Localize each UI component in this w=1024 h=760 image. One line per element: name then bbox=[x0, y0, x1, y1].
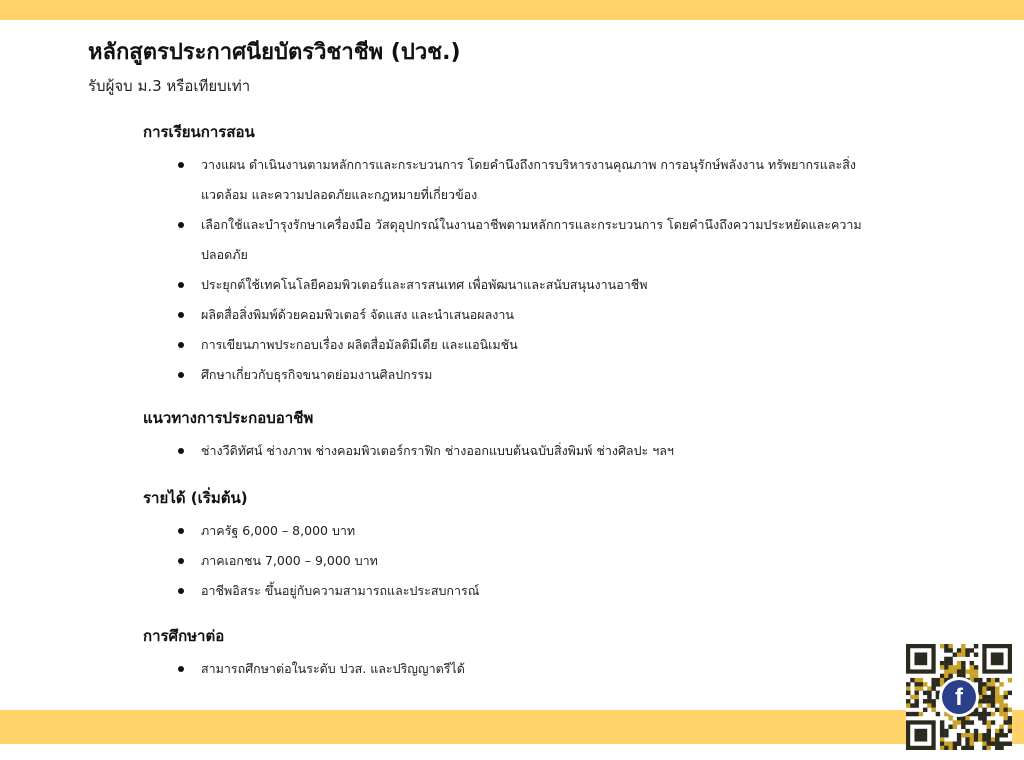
list-item bbox=[143, 210, 863, 270]
bullet-icon bbox=[178, 162, 184, 168]
qr-module bbox=[957, 665, 961, 669]
qr-module bbox=[974, 652, 978, 656]
qr-module bbox=[987, 729, 991, 733]
qr-module bbox=[991, 742, 995, 746]
qr-module bbox=[914, 686, 918, 690]
qr-module bbox=[914, 682, 918, 686]
qr-module bbox=[910, 712, 914, 716]
qr-module bbox=[965, 737, 969, 741]
list-item-text: ภาครัฐ 6,000 – 8,000 บาท bbox=[201, 523, 356, 538]
qr-module bbox=[914, 712, 918, 716]
qr-module bbox=[987, 725, 991, 729]
qr-module bbox=[970, 674, 974, 678]
list-item bbox=[143, 516, 863, 546]
qr-module bbox=[1008, 742, 1012, 746]
qr-module bbox=[987, 682, 991, 686]
qr-module bbox=[914, 695, 918, 699]
qr-module bbox=[999, 699, 1003, 703]
qr-module bbox=[991, 682, 995, 686]
qr-module bbox=[906, 686, 910, 690]
qr-module bbox=[982, 742, 986, 746]
qr-module bbox=[957, 742, 961, 746]
qr-module bbox=[999, 682, 1003, 686]
qr-module bbox=[982, 716, 986, 720]
qr-module bbox=[991, 737, 995, 741]
qr-module bbox=[970, 661, 974, 665]
qr-module bbox=[995, 686, 999, 690]
qr-module bbox=[931, 682, 935, 686]
qr-module bbox=[936, 691, 940, 695]
qr-module bbox=[944, 665, 948, 669]
bullet-icon bbox=[178, 588, 184, 594]
qr-module bbox=[948, 644, 952, 648]
qr-module bbox=[978, 733, 982, 737]
qr-module bbox=[961, 652, 965, 656]
qr-module bbox=[927, 703, 931, 707]
qr-module bbox=[1004, 733, 1008, 737]
qr-module bbox=[978, 737, 982, 741]
qr-module bbox=[999, 742, 1003, 746]
qr-module bbox=[970, 720, 974, 724]
qr-module bbox=[919, 712, 923, 716]
bullet-icon bbox=[178, 558, 184, 564]
qr-module bbox=[957, 661, 961, 665]
qr-module bbox=[991, 720, 995, 724]
page-subtitle: รับผู้จบ ม.3 หรือเทียบเท่า bbox=[88, 77, 251, 95]
qr-module bbox=[944, 674, 948, 678]
qr-module bbox=[957, 716, 961, 720]
qr-module bbox=[974, 708, 978, 712]
qr-module bbox=[923, 691, 927, 695]
qr-module bbox=[999, 708, 1003, 712]
qr-module bbox=[944, 733, 948, 737]
qr-module bbox=[995, 729, 999, 733]
qr-module bbox=[953, 652, 957, 656]
qr-module bbox=[914, 729, 927, 742]
qr-module bbox=[914, 678, 918, 682]
qr-module bbox=[982, 746, 986, 750]
qr-module bbox=[987, 733, 991, 737]
qr-module bbox=[987, 737, 991, 741]
list-item-text: การเขียนภาพประกอบเรื่อง ผลิตสื่อมัลติมีเดีย และแอนิเมชัน bbox=[201, 337, 518, 352]
qr-module bbox=[1004, 742, 1008, 746]
qr-module bbox=[965, 729, 969, 733]
qr-module bbox=[987, 695, 991, 699]
qr-module bbox=[995, 742, 999, 746]
list-item-text: เลือกใช้และบำรุงรักษาเครื่องมือ วัสดุอุปกรณ์ในงานอาชีพตามหลักการและกระบวนการ โดยคำนึงถึงความประหยัดและความปลอดภัย bbox=[201, 217, 862, 262]
qr-module bbox=[961, 733, 965, 737]
qr-module bbox=[974, 712, 978, 716]
facebook-icon: f bbox=[942, 680, 976, 714]
list-item bbox=[143, 654, 863, 684]
qr-module bbox=[970, 742, 974, 746]
qr-module bbox=[965, 746, 969, 750]
qr-module bbox=[953, 669, 957, 673]
qr-module bbox=[995, 737, 999, 741]
qr-module bbox=[982, 712, 986, 716]
qr-module bbox=[923, 708, 927, 712]
qr-module bbox=[1008, 691, 1012, 695]
qr-module bbox=[1004, 708, 1008, 712]
qr-module bbox=[978, 699, 982, 703]
qr-module bbox=[936, 682, 940, 686]
qr-module bbox=[957, 669, 961, 673]
qr-module bbox=[948, 746, 952, 750]
qr-module bbox=[953, 742, 957, 746]
qr-module bbox=[944, 648, 948, 652]
qr-module bbox=[974, 644, 978, 648]
qr-module bbox=[927, 686, 931, 690]
section-heading: แนวทางการประกอบอาชีพ bbox=[143, 409, 314, 427]
qr-module bbox=[987, 686, 991, 690]
qr-module bbox=[974, 669, 978, 673]
qr-module bbox=[961, 648, 965, 652]
qr-module bbox=[999, 733, 1003, 737]
qr-module bbox=[1004, 712, 1008, 716]
qr-module bbox=[991, 652, 1004, 665]
qr-module bbox=[991, 712, 995, 716]
list-item bbox=[143, 300, 863, 330]
qr-module bbox=[999, 703, 1003, 707]
qr-module bbox=[982, 682, 986, 686]
bullet-icon bbox=[178, 222, 184, 228]
qr-module bbox=[995, 746, 999, 750]
qr-module bbox=[995, 678, 999, 682]
qr-module bbox=[965, 742, 969, 746]
qr-module bbox=[965, 720, 969, 724]
qr-module bbox=[948, 669, 952, 673]
qr-module bbox=[944, 742, 948, 746]
section-heading: การเรียนการสอน bbox=[143, 123, 255, 141]
qr-module bbox=[978, 716, 982, 720]
list-item-text: ผลิตสื่อสิ่งพิมพ์ด้วยคอมพิวเตอร์ จัดแสง และนำเสนอผลงาน bbox=[201, 307, 514, 322]
qr-module bbox=[940, 665, 944, 669]
qr-module bbox=[936, 678, 940, 682]
qr-module bbox=[940, 742, 944, 746]
qr-module bbox=[970, 737, 974, 741]
qr-module bbox=[940, 729, 944, 733]
qr-module bbox=[944, 678, 948, 682]
qr-module bbox=[991, 703, 995, 707]
qr-module bbox=[982, 695, 986, 699]
qr-module bbox=[970, 678, 974, 682]
qr-module bbox=[957, 652, 961, 656]
bullet-icon bbox=[178, 448, 184, 454]
section-teaching bbox=[143, 120, 863, 390]
qr-module bbox=[944, 661, 948, 665]
qr-module bbox=[1008, 708, 1012, 712]
qr-module bbox=[961, 669, 965, 673]
qr-module bbox=[974, 733, 978, 737]
qr-code[interactable] bbox=[906, 644, 1012, 750]
qr-module bbox=[999, 729, 1003, 733]
qr-module bbox=[1008, 725, 1012, 729]
qr-module bbox=[1004, 703, 1008, 707]
bullet-icon bbox=[178, 372, 184, 378]
qr-module bbox=[953, 746, 957, 750]
qr-module bbox=[970, 665, 974, 669]
qr-module bbox=[987, 746, 991, 750]
qr-module bbox=[978, 712, 982, 716]
qr-module bbox=[948, 742, 952, 746]
bottom-accent-band bbox=[0, 710, 1024, 744]
qr-module bbox=[995, 695, 999, 699]
qr-module bbox=[923, 699, 927, 703]
qr-module bbox=[978, 682, 982, 686]
qr-module bbox=[965, 648, 969, 652]
qr-module bbox=[931, 703, 935, 707]
qr-module bbox=[970, 733, 974, 737]
qr-module bbox=[987, 703, 991, 707]
qr-module bbox=[974, 665, 978, 669]
qr-module bbox=[995, 699, 999, 703]
qr-module bbox=[957, 720, 961, 724]
bullet-list bbox=[143, 654, 863, 684]
qr-module bbox=[1008, 678, 1012, 682]
qr-module bbox=[965, 669, 969, 673]
qr-module bbox=[948, 674, 952, 678]
qr-module bbox=[991, 695, 995, 699]
section-heading: รายได้ (เริ่มต้น) bbox=[143, 489, 248, 507]
qr-module bbox=[919, 682, 923, 686]
qr-module bbox=[940, 682, 944, 686]
list-item-text: ศึกษาเกี่ยวกับธุรกิจขนาดย่อมงานศิลปกรรม bbox=[201, 367, 433, 382]
qr-module bbox=[910, 703, 914, 707]
list-item bbox=[143, 360, 863, 390]
qr-module bbox=[923, 682, 927, 686]
qr-module bbox=[957, 674, 961, 678]
qr-module bbox=[987, 742, 991, 746]
qr-module bbox=[919, 678, 923, 682]
qr-module bbox=[974, 678, 978, 682]
qr-module bbox=[906, 691, 910, 695]
top-accent-band bbox=[0, 0, 1024, 20]
qr-module bbox=[982, 733, 986, 737]
qr-module bbox=[995, 733, 999, 737]
qr-module bbox=[944, 657, 948, 661]
qr-module bbox=[991, 699, 995, 703]
list-item-text: ประยุกต์ใช้เทคโนโลยีคอมพิวเตอร์และสารสนเทศ เพื่อพัฒนาและสนับสนุนงานอาชีพ bbox=[201, 277, 648, 292]
qr-module bbox=[948, 661, 952, 665]
qr-module bbox=[940, 746, 944, 750]
qr-module bbox=[961, 665, 965, 669]
bullet-icon bbox=[178, 342, 184, 348]
section-careers bbox=[143, 406, 863, 466]
qr-module bbox=[1008, 720, 1012, 724]
qr-module bbox=[965, 652, 969, 656]
qr-module bbox=[910, 695, 914, 699]
bullet-icon bbox=[178, 312, 184, 318]
list-item bbox=[143, 150, 863, 210]
page-title: หลักสูตรประกาศนียบัตรวิชาชีพ (ปวช.) bbox=[88, 40, 461, 65]
qr-module bbox=[940, 674, 944, 678]
qr-module bbox=[1004, 695, 1008, 699]
qr-module bbox=[953, 665, 957, 669]
qr-module bbox=[906, 682, 910, 686]
qr-module bbox=[906, 703, 910, 707]
list-item-text: ช่างวีดิทัศน์ ช่างภาพ ช่างคอมพิวเตอร์กราฟิก ช่างออกแบบต้นฉบับสิ่งพิมพ์ ช่างศิลปะ ฯลฯ bbox=[201, 443, 674, 458]
qr-module bbox=[978, 691, 982, 695]
qr-module bbox=[961, 644, 965, 648]
qr-module bbox=[948, 665, 952, 669]
qr-module bbox=[987, 678, 991, 682]
qr-module bbox=[957, 737, 961, 741]
qr-module bbox=[1008, 729, 1012, 733]
list-item-text: วางแผน ดำเนินงานตามหลักการและกระบวนการ โดยคำนึงถึงการบริหารงานคุณภาพ การอนุรักษ์พลังงาน ทรัพยากรและสิ่งแวดล้อม และความปลอดภัยและกฎหมายที่เกี่ยวข้อง bbox=[201, 157, 856, 202]
bullet-list bbox=[143, 436, 863, 466]
qr-module bbox=[961, 720, 965, 724]
bullet-list bbox=[143, 150, 863, 390]
qr-module bbox=[919, 686, 923, 690]
qr-module bbox=[936, 712, 940, 716]
qr-module bbox=[961, 725, 965, 729]
list-item bbox=[143, 330, 863, 360]
qr-module bbox=[982, 720, 986, 724]
qr-module bbox=[995, 708, 999, 712]
qr-module bbox=[931, 678, 935, 682]
qr-module bbox=[1004, 720, 1008, 724]
qr-module bbox=[965, 733, 969, 737]
qr-module bbox=[974, 729, 978, 733]
list-item bbox=[143, 576, 863, 606]
qr-module bbox=[978, 703, 982, 707]
section-heading: การศึกษาต่อ bbox=[143, 627, 225, 645]
qr-module bbox=[914, 703, 918, 707]
qr-module bbox=[1004, 716, 1008, 720]
qr-module bbox=[999, 695, 1003, 699]
qr-module bbox=[910, 678, 914, 682]
qr-module bbox=[961, 674, 965, 678]
qr-module bbox=[970, 648, 974, 652]
qr-module bbox=[982, 686, 986, 690]
qr-module bbox=[940, 733, 944, 737]
list-item bbox=[143, 270, 863, 300]
qr-module bbox=[978, 686, 982, 690]
qr-module bbox=[948, 725, 952, 729]
qr-module bbox=[961, 746, 965, 750]
qr-module bbox=[970, 712, 974, 716]
qr-module bbox=[914, 699, 918, 703]
qr-module bbox=[906, 712, 910, 716]
qr-module bbox=[948, 648, 952, 652]
qr-module bbox=[940, 661, 944, 665]
qr-module bbox=[991, 691, 995, 695]
qr-module bbox=[957, 648, 961, 652]
qr-module bbox=[936, 695, 940, 699]
qr-module bbox=[974, 674, 978, 678]
qr-module bbox=[978, 695, 982, 699]
qr-module bbox=[957, 733, 961, 737]
list-item-text: สามารถศึกษาต่อในระดับ ปวส. และปริญญาตรีได้ bbox=[201, 661, 465, 676]
qr-module bbox=[927, 699, 931, 703]
qr-module bbox=[974, 737, 978, 741]
qr-module bbox=[1004, 691, 1008, 695]
bullet-icon bbox=[178, 666, 184, 672]
qr-module bbox=[914, 652, 927, 665]
qr-module bbox=[965, 712, 969, 716]
qr-module bbox=[944, 729, 948, 733]
qr-module bbox=[940, 725, 944, 729]
qr-module bbox=[999, 725, 1003, 729]
qr-module bbox=[944, 644, 948, 648]
bullet-list bbox=[143, 516, 863, 606]
qr-module bbox=[940, 737, 944, 741]
qr-module bbox=[987, 712, 991, 716]
qr-module bbox=[961, 716, 965, 720]
qr-module bbox=[970, 746, 974, 750]
qr-module bbox=[906, 699, 910, 703]
qr-module bbox=[995, 691, 999, 695]
qr-module bbox=[948, 657, 952, 661]
qr-module bbox=[1008, 716, 1012, 720]
section-further-study bbox=[143, 624, 863, 684]
list-item-text: ภาคเอกชน 7,000 – 9,000 บาท bbox=[201, 553, 378, 568]
qr-module bbox=[931, 686, 935, 690]
qr-module bbox=[982, 691, 986, 695]
qr-module bbox=[991, 686, 995, 690]
qr-module bbox=[999, 746, 1003, 750]
qr-module bbox=[914, 691, 918, 695]
qr-module bbox=[927, 695, 931, 699]
qr-module bbox=[944, 669, 948, 673]
qr-module bbox=[999, 712, 1003, 716]
qr-module bbox=[982, 708, 986, 712]
bullet-icon bbox=[178, 528, 184, 534]
qr-module bbox=[970, 669, 974, 673]
qr-module bbox=[961, 661, 965, 665]
qr-module bbox=[987, 699, 991, 703]
qr-module bbox=[991, 678, 995, 682]
qr-module bbox=[927, 691, 931, 695]
qr-module bbox=[931, 708, 935, 712]
list-item-text: อาชีพอิสระ ขึ้นอยู่กับความสามารถและประสบการณ์ bbox=[201, 583, 480, 598]
qr-module bbox=[987, 720, 991, 724]
list-item bbox=[143, 546, 863, 576]
qr-module bbox=[953, 720, 957, 724]
bullet-icon bbox=[178, 282, 184, 288]
qr-module bbox=[940, 720, 944, 724]
qr-module bbox=[931, 699, 935, 703]
qr-module bbox=[944, 712, 948, 716]
qr-module bbox=[948, 716, 952, 720]
qr-module bbox=[944, 746, 948, 750]
qr-module bbox=[940, 644, 944, 648]
section-income bbox=[143, 486, 863, 606]
qr-module bbox=[982, 699, 986, 703]
qr-module bbox=[940, 678, 944, 682]
qr-module bbox=[982, 737, 986, 741]
qr-module bbox=[965, 716, 969, 720]
qr-module bbox=[978, 678, 982, 682]
qr-module bbox=[953, 725, 957, 729]
list-item bbox=[143, 436, 863, 466]
